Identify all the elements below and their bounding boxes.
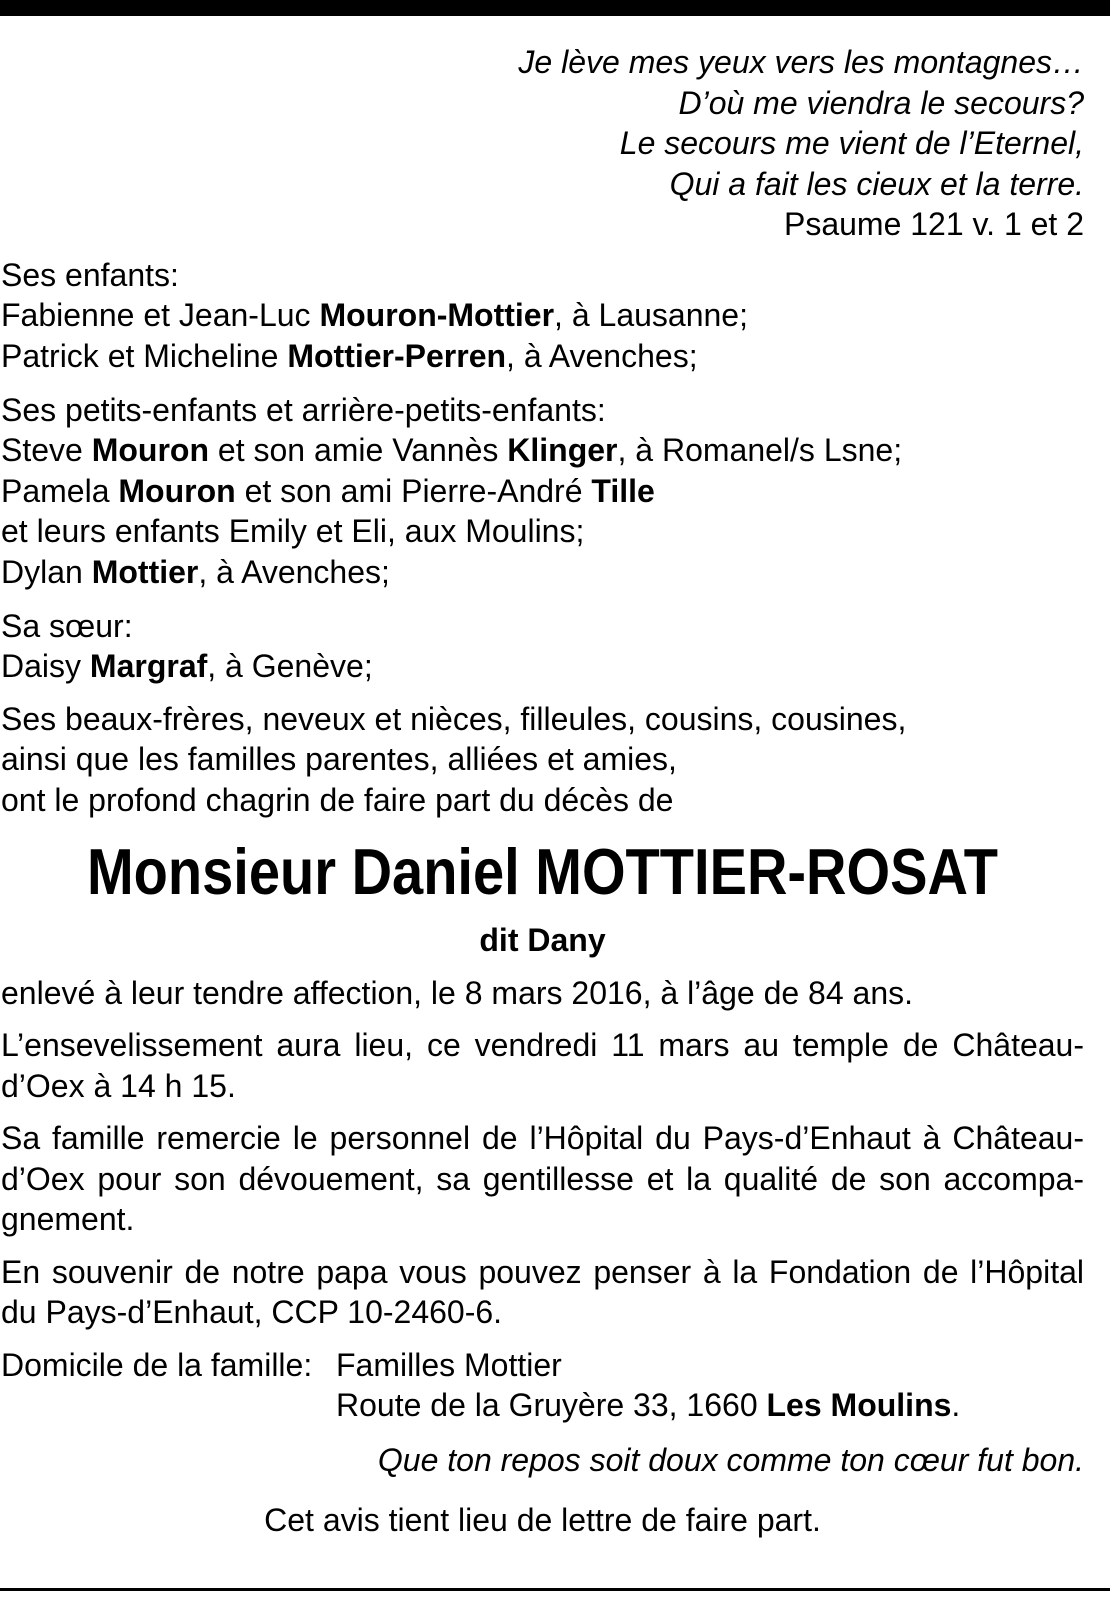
notice-footer: Cet avis tient lieu de lettre de faire part.	[264, 1502, 821, 1538]
family-entry-continuation: et leurs enfants Emily et Eli, aux Moulins;	[1, 513, 585, 549]
given-names: Steve	[1, 432, 83, 468]
burial-notice	[1, 1025, 1084, 1106]
donation-notice	[1, 1252, 1084, 1333]
notice-content	[1, 42, 1084, 1541]
family-name: Mottier	[91, 553, 199, 590]
paragraph-line: L’ensevelissement aura lieu, ce vendredi 11 mars au temple de Château-	[1, 1027, 1084, 1063]
domicile-street-line	[336, 1385, 1084, 1426]
given-names: Patrick et Micheline	[1, 337, 279, 374]
thanks-notice	[1, 1118, 1084, 1240]
domicile-end: .	[951, 1387, 961, 1423]
deceased-name: Monsieur Daniel MOTTIER-ROSAT	[86, 835, 999, 908]
domicile-label: Domicile de la famille:	[1, 1346, 313, 1383]
domicile-name: Familles Mottier	[336, 1346, 562, 1383]
paragraph-line: En souvenir de notre papa vous pouvez penser à la Fondation de l’Hôpital	[1, 1253, 1084, 1290]
family-name: Mouron	[118, 472, 236, 509]
domicile-town: Les Moulins	[766, 1387, 952, 1423]
quote-line: Je lève mes yeux vers les montagnes…	[518, 44, 1084, 80]
location: , à Avenches;	[506, 337, 698, 374]
family-entry	[1, 646, 1084, 687]
children-section	[1, 255, 1084, 377]
psalm-quote	[1, 42, 1084, 245]
family-entry	[1, 295, 1084, 336]
quote-line: Le secours me vient de l’Eternel,	[619, 125, 1084, 161]
family-entry	[1, 471, 1084, 512]
family-name: Margraf	[89, 648, 208, 684]
location: , à Lausanne;	[554, 297, 748, 333]
bottom-rule	[0, 1588, 1110, 1591]
partner-family-name: Klinger	[507, 432, 618, 468]
given-names: Pamela	[1, 472, 110, 509]
given-names: Daisy	[1, 648, 82, 684]
grandchildren-section	[1, 390, 1084, 593]
given-names: Dylan	[1, 553, 83, 590]
partner-family-name: Tille	[591, 472, 655, 509]
deceased-nickname: dit Dany	[479, 922, 606, 958]
quote-line: D’où me viendra le secours?	[678, 84, 1084, 121]
top-rule	[0, 0, 1110, 16]
family-name: Mouron	[91, 432, 210, 468]
family-name: Mouron-Mottier	[319, 297, 555, 333]
extended-family-section	[1, 699, 1084, 821]
given-names: Fabienne et Jean-Luc	[1, 297, 311, 333]
domicile-block	[1, 1345, 1084, 1426]
paragraph-line: du Pays-d’Enhaut, CCP 10-2460-6.	[1, 1294, 503, 1330]
paragraph-line: ont le profond chagrin de faire part du décès de	[1, 781, 674, 818]
family-entry	[1, 552, 1084, 593]
section-heading: Ses enfants:	[1, 256, 179, 293]
paragraph-line: Ses beaux-frères, neveux et nièces, filleules, cousins, cousines,	[1, 700, 907, 737]
paragraph-line: Sa famille remercie le personnel de l’Hôpital du Pays-d’Enhaut à Château-	[1, 1120, 1084, 1156]
paragraph-line: d’Oex pour son dévouement, sa gentillesse et la qualité de son accompa-	[1, 1160, 1084, 1197]
closing-wish: Que ton repos soit doux comme ton cœur fut bon.	[377, 1441, 1084, 1478]
paragraph-line: ainsi que les familles parentes, alliées et amies,	[1, 741, 677, 777]
family-entry	[1, 336, 1084, 377]
section-heading: Sa sœur:	[1, 607, 133, 644]
location: , à Romanel/s Lsne;	[617, 432, 903, 468]
family-entry	[1, 430, 1084, 471]
location: , à Avenches;	[198, 553, 390, 590]
section-heading: Ses petits-enfants et arrière-petits-enfants:	[1, 391, 606, 428]
family-name: Mottier-Perren	[287, 337, 507, 374]
domicile-address	[336, 1345, 1084, 1426]
partner-text: et son amie Vannès	[217, 432, 499, 468]
paragraph-line: gnement.	[1, 1201, 135, 1237]
partner-text: et son ami Pierre-André	[244, 472, 583, 509]
location: , à Genève;	[207, 648, 373, 684]
domicile-street: Route de la Gruyère 33, 1660	[336, 1387, 758, 1423]
quote-reference: Psaume 121 v. 1 et 2	[783, 206, 1084, 242]
quote-line: Qui a fait les cieux et la terre.	[669, 165, 1084, 202]
death-statement: enlevé à leur tendre affection, le 8 mars 2016, à l’âge de 84 ans.	[1, 974, 914, 1011]
paragraph-line: d’Oex à 14 h 15.	[1, 1067, 236, 1104]
sister-section	[1, 606, 1084, 687]
